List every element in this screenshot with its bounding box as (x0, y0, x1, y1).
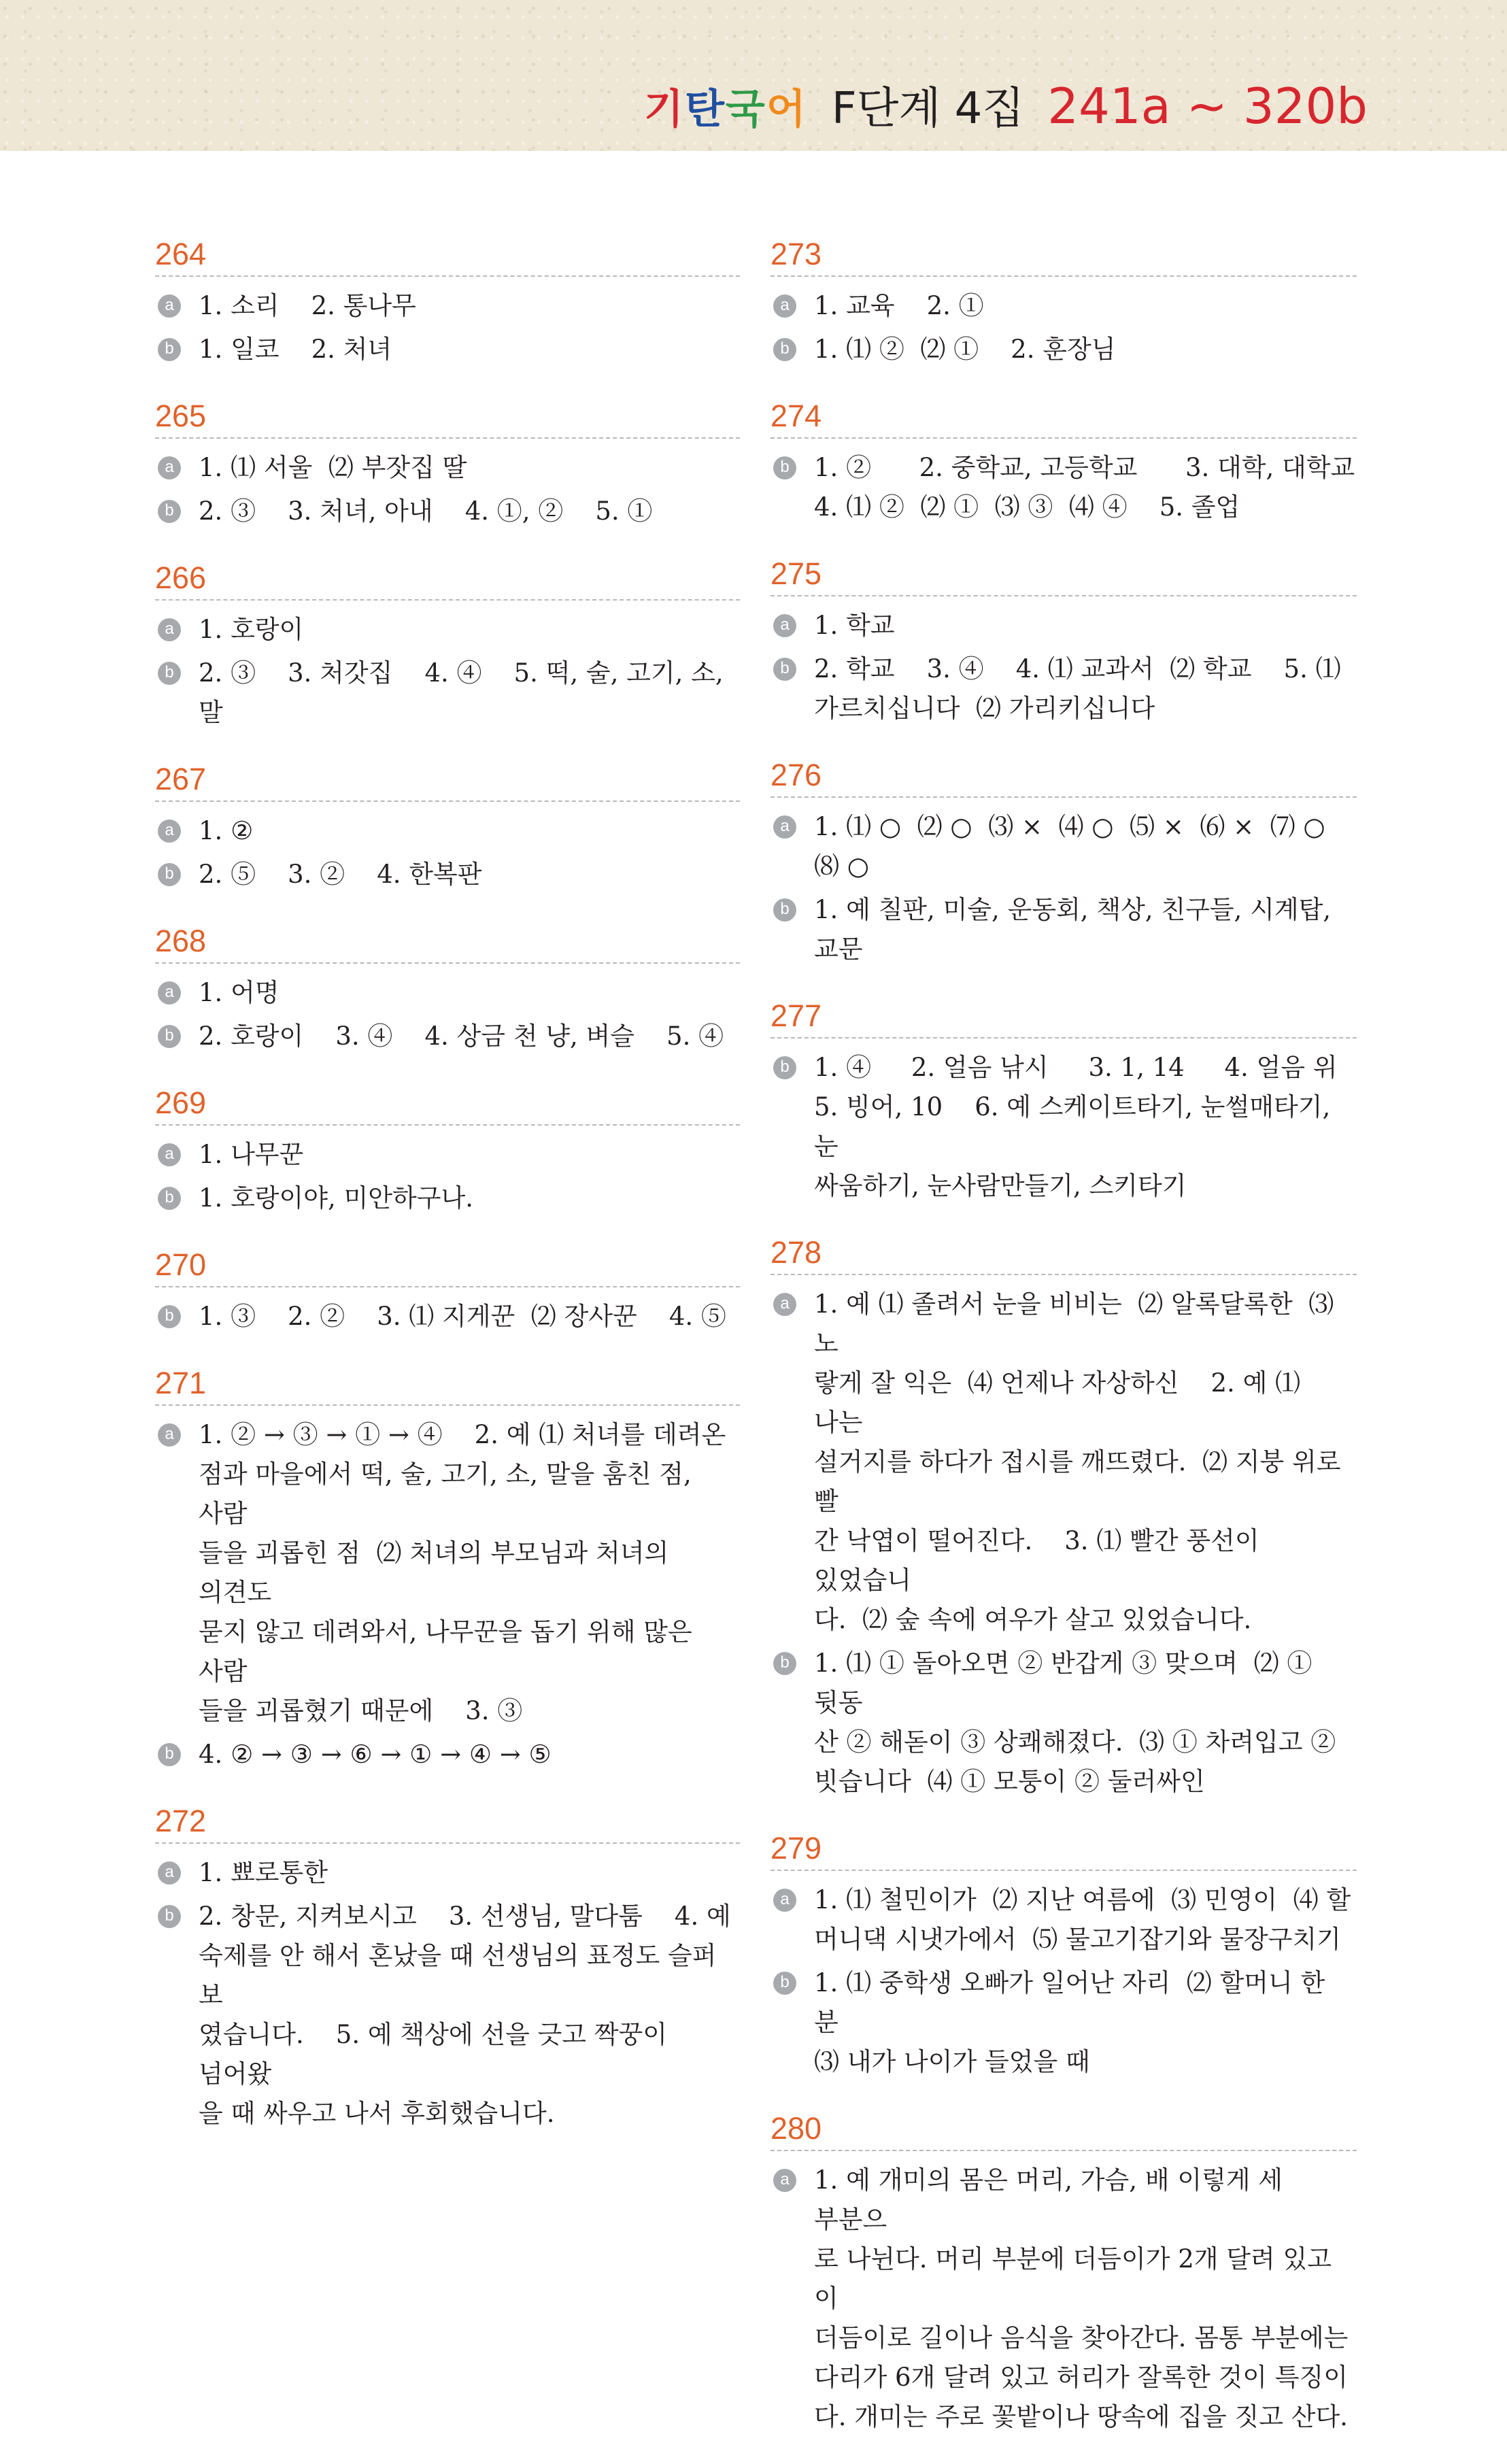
answer-line: 4. ⑴ ② ⑵ ① ⑶ ③ ⑷ ④ 5. 졸업 (814, 492, 1240, 522)
answer-row (771, 649, 1357, 728)
answer-section (155, 235, 740, 369)
answer-line: 2. 창문, 지켜보시고 3. 선생님, 말다툼 4. 예 (199, 1902, 731, 1931)
answer-line: 산 ② 해돋이 ③ 상쾌해졌다. ⑶ ① 차려입고 ② (814, 1727, 1336, 1757)
answer-line: 1. ② → ③ → ① → ④ 2. 예 ⑴ 처녀를 데려온 (199, 1420, 726, 1449)
part-marker: a (773, 2169, 796, 2192)
answer-line: 랗게 잘 익은 ⑷ 언제나 자상하신 2. 예 ⑴ 나는 (814, 1368, 1308, 1437)
answer-line: 가르치십니다 ⑵ 가리키십니다 (814, 694, 1155, 723)
section-divider (155, 1842, 740, 1844)
page-header (0, 0, 1507, 151)
answer-row (155, 654, 740, 732)
answer-body (199, 973, 280, 1013)
answer-section (771, 554, 1357, 728)
answer-line: 빗습니다 ⑷ ① 모퉁이 ② 둘러싸인 (814, 1767, 1205, 1796)
answer-line: 숙제를 안 해서 혼났을 때 선생님의 표정도 슬퍼 보 (199, 1941, 725, 2010)
answer-section (155, 1083, 740, 1218)
answer-row (771, 606, 1357, 645)
section-number: 279 (771, 1831, 822, 1866)
section-divider (155, 275, 740, 277)
section-number: 271 (155, 1366, 207, 1400)
answer-row (771, 1285, 1357, 1640)
answer-section (771, 996, 1357, 1206)
section-number: 276 (771, 758, 822, 792)
part-marker: b (158, 338, 181, 361)
answer-row (771, 448, 1357, 527)
answer-row (771, 1963, 1357, 2082)
header-title (644, 73, 1368, 136)
answer-body (199, 1415, 740, 1731)
answer-body (814, 330, 1115, 369)
section-divider (771, 595, 1357, 596)
answer-line: 1. ② 2. 중학교, 고등학교 3. 대학, 대학교 (814, 453, 1355, 482)
answer-line: 2. 호랑이 3. ④ 4. 상금 천 냥, 벼슬 5. ④ (199, 1022, 724, 1051)
answer-row (771, 807, 1357, 886)
section-number: 265 (155, 399, 207, 433)
answer-line: 머니댁 시냇가에서 ⑸ 물고기잡기와 물장구치기 (814, 1925, 1341, 1954)
answer-body (814, 1880, 1351, 1959)
answer-line: 1. 예 개미의 몸은 머리, 가슴, 배 이렇게 세 부분으 (814, 2165, 1291, 2234)
answer-line: 1. 일코 2. 처녀 (199, 335, 392, 364)
answer-body (814, 448, 1355, 527)
answer-body (199, 610, 303, 649)
section-number: 278 (771, 1235, 822, 1270)
section-divider (771, 1274, 1357, 1275)
answer-line: 로 나뉜다. 머리 부분에 더듬이가 2개 달려 있고 이 (814, 2244, 1340, 2313)
part-marker: b (773, 338, 796, 361)
answer-body (814, 890, 1357, 969)
part-marker: a (158, 1861, 181, 1885)
part-marker: a (158, 456, 181, 479)
answer-section (771, 396, 1357, 527)
part-marker: a (773, 1889, 796, 1912)
answer-row (155, 492, 740, 531)
answer-column-left (155, 235, 740, 2161)
part-marker: b (773, 658, 796, 681)
answer-row (155, 1415, 740, 1731)
part-marker: a (158, 820, 181, 843)
answer-line: 1. 호랑이야, 미안하구나. (199, 1183, 474, 1213)
answer-row (771, 330, 1357, 369)
answer-row (155, 811, 740, 851)
answer-line: 2. ③ 3. 처녀, 아내 4. ①, ② 5. ① (199, 496, 653, 526)
answer-line: 싸움하기, 눈사람만들기, 스키타기 (814, 1171, 1187, 1200)
answer-section (155, 922, 740, 1056)
section-divider (155, 599, 740, 601)
answer-line: 1. 호랑이 (199, 615, 304, 644)
answer-section (155, 1802, 740, 2133)
answer-body (199, 654, 740, 732)
part-marker: a (773, 614, 796, 637)
answer-body (199, 492, 652, 531)
part-marker: a (773, 294, 796, 318)
answer-line: 1. 예 ⑴ 졸려서 눈을 비비는 ⑵ 알록달록한 ⑶ 노 (814, 1289, 1342, 1358)
part-marker: a (158, 618, 181, 641)
answer-line: 다. 개미는 주로 꽃밭이나 땅속에 집을 짓고 산다. (814, 2402, 1348, 2431)
part-marker: a (158, 1143, 181, 1166)
part-marker: b (773, 898, 796, 922)
answer-line: 다. ⑵ 숲 속에 여우가 살고 있었습니다. (814, 1605, 1252, 1634)
section-number: 275 (771, 556, 822, 591)
answer-body (199, 330, 392, 369)
section-divider (771, 437, 1357, 439)
part-marker: a (773, 815, 796, 839)
answer-line: 5. 빙어, 10 6. 예 스케이트타기, 눈썰매타기, 눈 (814, 1092, 1338, 1161)
answer-body (814, 1963, 1357, 2082)
answer-line: 을 때 싸우고 나서 후회했습니다. (199, 2099, 555, 2128)
section-number: 270 (155, 1247, 207, 1282)
answer-body (199, 1735, 552, 1774)
answer-section (771, 756, 1357, 969)
answer-line: 1. ③ 2. ② 3. ⑴ 지게꾼 ⑵ 장사꾼 4. ⑤ (199, 1302, 726, 1331)
answer-body (199, 1135, 303, 1175)
level-label: F단계 4집 (831, 84, 1025, 134)
answer-line: 더듬이로 길이나 음식을 찾아간다. 몸통 부분에는 (814, 2323, 1349, 2352)
answer-section (771, 1829, 1357, 2082)
answer-line: 1. ⑴ 서울 ⑵ 부잣집 딸 (199, 453, 467, 482)
section-number: 269 (155, 1085, 207, 1120)
answer-body (814, 1644, 1357, 1802)
section-divider (771, 1870, 1357, 1871)
answer-line: ⑻ ○ (814, 851, 870, 881)
answer-line: 2. ③ 3. 처갓집 4. ④ 5. 떡, 술, 고기, 소, 말 (199, 658, 732, 727)
answer-section (155, 396, 740, 531)
section-divider (155, 1124, 740, 1126)
answer-line: 1. 소리 2. 통나무 (199, 291, 416, 320)
answer-line: 1. ⑴ ○ ⑵ ○ ⑶ × ⑷ ○ ⑸ × ⑹ × ⑺ ○ (814, 812, 1325, 841)
answer-section (771, 2109, 1357, 2437)
section-number: 266 (155, 560, 207, 595)
answer-line: 1. ② (199, 816, 254, 845)
answer-body (199, 1297, 726, 1336)
section-divider (771, 275, 1357, 277)
answer-row (155, 973, 740, 1013)
answer-section (771, 235, 1357, 369)
answer-body (199, 448, 467, 488)
section-divider (155, 962, 740, 964)
answer-row (155, 1135, 740, 1175)
answer-line: 1. 뾰로통한 (199, 1858, 328, 1887)
section-number: 267 (155, 762, 207, 796)
answer-line: 묻지 않고 데려와서, 나무꾼을 돕기 위해 많은 사람 (199, 1617, 700, 1686)
answer-body (199, 855, 482, 894)
answer-row (155, 330, 740, 369)
part-marker: b (158, 1025, 181, 1048)
answer-line: 2. ⑤ 3. ② 4. 한복판 (199, 860, 482, 889)
answer-line: 1. ⑴ 철민이가 ⑵ 지난 여름에 ⑶ 민영이 ⑷ 할 (814, 1885, 1351, 1914)
answer-row (771, 890, 1357, 969)
part-marker: b (773, 456, 796, 479)
part-marker: b (158, 1743, 181, 1766)
answer-line: 1. 어명 (199, 978, 280, 1007)
answer-line: 1. 예 칠판, 미술, 운동회, 책상, 친구들, 시계탑, 교문 (814, 895, 1339, 964)
answer-body (814, 1048, 1357, 1206)
answer-row (155, 286, 740, 326)
answer-section (155, 1364, 740, 1774)
answer-line: 1. ⑴ ② ⑵ ① 2. 훈장님 (814, 335, 1116, 364)
section-divider (771, 1037, 1357, 1039)
part-marker: b (773, 1972, 796, 1995)
answer-body (814, 807, 1325, 886)
section-number: 268 (155, 924, 207, 958)
section-divider (155, 437, 740, 439)
answer-body (199, 1179, 473, 1218)
section-divider (771, 796, 1357, 798)
answer-line: 들을 괴롭혔기 때문에 3. ③ (199, 1696, 523, 1725)
answer-line: 간 낙엽이 떨어진다. 3. ⑴ 빨간 풍선이 있었습니 (814, 1526, 1268, 1595)
answer-row (155, 610, 740, 649)
answer-line: 1. ⑴ ① 돌아오면 ② 반갑게 ③ 맞으며 ⑵ ① 뒷동 (814, 1649, 1321, 1717)
answer-line: 점과 마을에서 떡, 술, 고기, 소, 말을 훔친 점, 사람 (199, 1459, 700, 1528)
part-marker: b (158, 863, 181, 886)
answer-body (199, 1897, 740, 2133)
section-number: 273 (771, 237, 822, 271)
section-divider (155, 1404, 740, 1406)
part-marker: b (773, 1652, 796, 1675)
answer-line: 1. 나무꾼 (199, 1140, 304, 1169)
section-divider (155, 800, 740, 802)
answer-row (155, 1735, 740, 1774)
section-number: 272 (155, 1804, 207, 1838)
part-marker: b (158, 1905, 181, 1928)
answer-row (155, 855, 740, 894)
section-number: 264 (155, 237, 207, 271)
brand-logo: 기탄국어 (643, 86, 807, 133)
answer-body (814, 2161, 1357, 2437)
answer-row (771, 286, 1357, 326)
answer-body (199, 811, 253, 851)
answer-body (814, 1285, 1357, 1640)
answer-line: 1. ④ 2. 얼음 낚시 3. 1, 14 4. 얼음 위 (814, 1053, 1338, 1082)
answer-line: ⑶ 내가 나이가 들었을 때 (814, 2047, 1090, 2076)
answer-row (155, 1897, 740, 2133)
answer-line: 설거지를 하다가 접시를 깨뜨렸다. ⑵ 지붕 위로 빨 (814, 1447, 1349, 1516)
page-range: 241a ~ 320b (1047, 78, 1368, 135)
answer-line: 들을 괴롭힌 점 ⑵ 처녀의 부모님과 처녀의 의견도 (199, 1538, 677, 1607)
answer-section (771, 1233, 1357, 1802)
answer-row (155, 1853, 740, 1893)
answer-line: 2. 학교 3. ④ 4. ⑴ 교과서 ⑵ 학교 5. ⑴ (814, 654, 1341, 683)
part-marker: a (773, 1293, 796, 1316)
answer-line: 1. 교육 2. ① (814, 291, 984, 320)
answer-body (199, 1017, 724, 1056)
part-marker: a (158, 1423, 181, 1447)
answer-body (199, 1853, 328, 1893)
section-number: 277 (771, 998, 822, 1033)
answer-row (771, 1880, 1357, 1959)
answer-row (771, 1048, 1357, 1206)
answer-section (155, 1245, 740, 1336)
answer-line: 다리가 6개 달려 있고 허리가 잘록한 것이 특징이 (814, 2363, 1348, 2392)
answer-column-right (771, 235, 1357, 2464)
answer-line: 1. 학교 (814, 611, 895, 640)
part-marker: b (158, 662, 181, 685)
answer-row (155, 448, 740, 488)
answer-line: 4. ② → ③ → ⑥ → ① → ④ → ⑤ (199, 1740, 552, 1769)
answer-row (155, 1179, 740, 1218)
part-marker: b (773, 1056, 796, 1079)
section-divider (771, 2150, 1357, 2151)
answer-row (155, 1297, 740, 1336)
answer-row (155, 1017, 740, 1056)
answer-section (155, 558, 740, 732)
section-number: 274 (771, 399, 822, 433)
answer-line: 1. ⑴ 중학생 오빠가 일어난 자리 ⑵ 할머니 한 분 (814, 1968, 1334, 2037)
section-number: 280 (771, 2111, 822, 2146)
answer-body (199, 286, 416, 326)
part-marker: b (158, 1305, 181, 1328)
answer-body (814, 606, 895, 645)
answer-body (814, 649, 1341, 728)
answer-row (771, 1644, 1357, 1802)
part-marker: a (158, 981, 181, 1005)
answer-row (771, 2161, 1357, 2437)
part-marker: b (158, 500, 181, 523)
section-divider (155, 1286, 740, 1287)
part-marker: b (158, 1187, 181, 1210)
answer-line: 였습니다. 5. 예 책상에 선을 긋고 짝꿍이 넘어왔 (199, 2020, 675, 2089)
answer-body (814, 286, 984, 326)
answer-section (155, 760, 740, 894)
part-marker: a (158, 294, 181, 318)
